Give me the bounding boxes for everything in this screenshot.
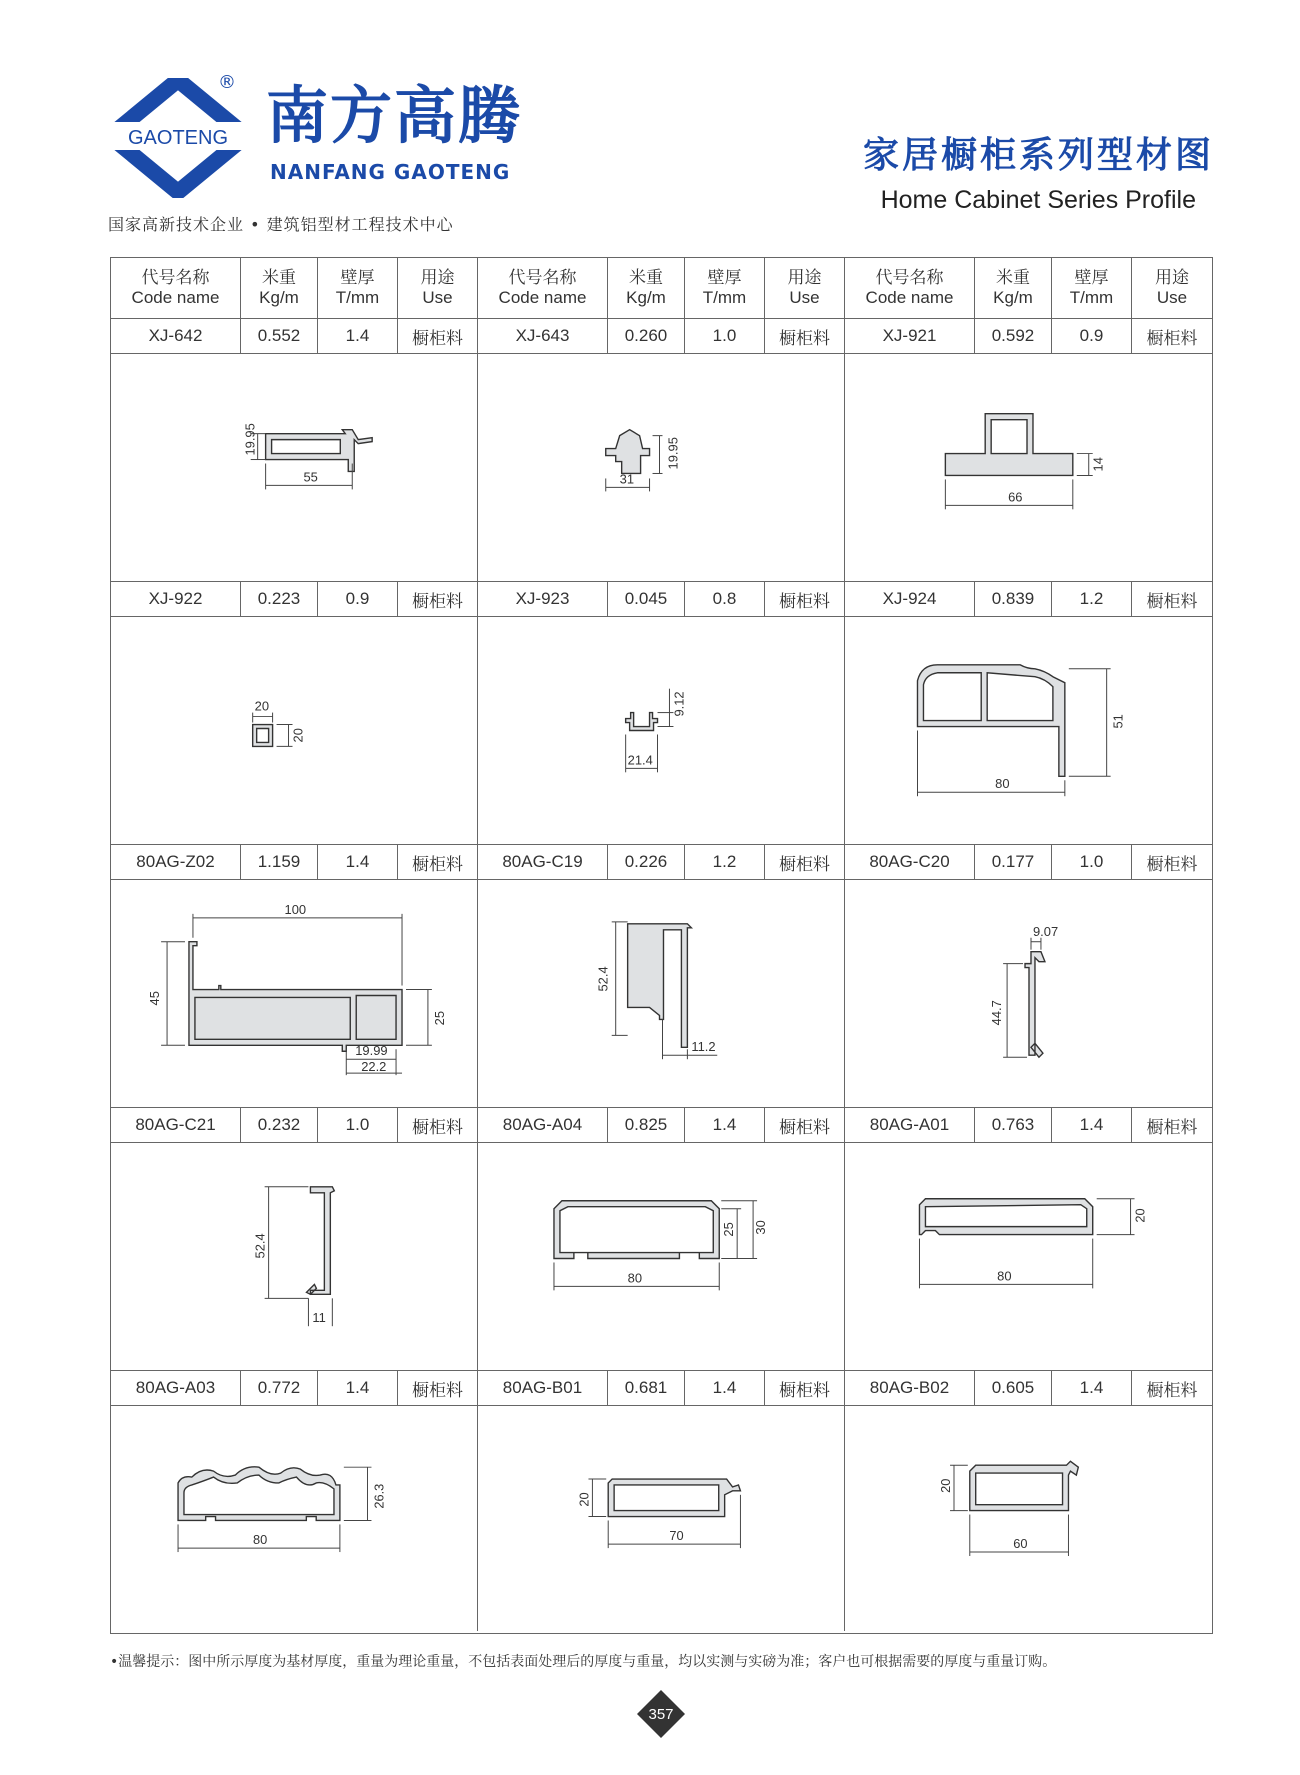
- dimension-label: 60: [1013, 1536, 1028, 1552]
- profile-drawing-xj-924: [845, 617, 1212, 844]
- profile-drawing-xj-923: [478, 617, 845, 844]
- code-cell: XJ-921: [845, 319, 975, 353]
- profile-drawing-80ag-a03: [111, 1406, 478, 1631]
- use-cell: 橱柜料: [1146, 328, 1198, 348]
- drawing-row: [111, 617, 1212, 845]
- header-use: 用途 Use: [1155, 267, 1189, 307]
- thickness-cell: 1.2: [1052, 582, 1132, 616]
- header-weight: 米重 Kg/m: [975, 258, 1052, 318]
- use-cell: 橱柜料: [765, 319, 845, 353]
- weight-cell: 0.772: [241, 1371, 318, 1405]
- dimension-label: 80: [253, 1532, 268, 1548]
- header-use: 用途 Use: [765, 258, 845, 318]
- code-cell: 80AG-A01: [845, 1108, 975, 1142]
- code-cell: 80AG-Z02: [111, 845, 241, 879]
- table-row: [111, 319, 1212, 354]
- dimension-label: 26.3: [371, 1483, 387, 1509]
- profile-drawing-xj-642: [111, 354, 478, 581]
- registered-mark: ®: [218, 72, 236, 93]
- code-cell: XJ-922: [111, 582, 241, 616]
- code-cell: XJ-642: [111, 319, 241, 353]
- thickness-cell: 1.4: [318, 319, 398, 353]
- profile-drawing: [478, 1143, 844, 1370]
- profile-drawing-xj-922: [111, 617, 478, 844]
- dimension-label: 30: [753, 1220, 769, 1235]
- drawing-row: [111, 1406, 1212, 1631]
- profile-drawing: [845, 1406, 1212, 1631]
- table-header-row: [111, 258, 1212, 319]
- dimension-label: 20: [938, 1478, 954, 1493]
- brand-name-cn: 南方高腾: [266, 79, 523, 152]
- thickness-cell: 1.4: [318, 1371, 398, 1405]
- header-thickness: 壁厚 T/mm: [318, 258, 398, 318]
- drawing-row: [111, 354, 1212, 582]
- thickness-cell: 1.2: [685, 845, 765, 879]
- dimension-label: 45: [147, 991, 163, 1006]
- table-row: [111, 582, 1212, 617]
- profile-drawing-80ag-a01: [845, 1143, 1212, 1370]
- dimension-label: 80: [995, 776, 1010, 792]
- code-cell: XJ-923: [478, 582, 608, 616]
- profile-drawing: [111, 1406, 477, 1631]
- dimension-label: 20: [576, 1492, 592, 1507]
- profile-drawing-80ag-c21: [111, 1143, 478, 1370]
- dimension-label: 66: [1008, 489, 1023, 505]
- dimension-label: 70: [669, 1528, 684, 1544]
- weight-cell: 0.045: [608, 582, 685, 616]
- drawing-row: [111, 1143, 1212, 1371]
- table-row: [111, 1108, 1212, 1143]
- dimension-label: 20: [290, 728, 306, 743]
- use-cell: 橱柜料: [1146, 1117, 1198, 1137]
- profile-drawing-80ag-b02: [845, 1406, 1212, 1631]
- profile-drawing: [845, 1143, 1212, 1370]
- thickness-cell: 1.4: [685, 1108, 765, 1142]
- dimension-label: 19.99: [355, 1043, 388, 1059]
- thickness-cell: 0.9: [1052, 319, 1132, 353]
- thickness-cell: 0.9: [318, 582, 398, 616]
- code-cell: 80AG-A03: [111, 1371, 241, 1405]
- table-row: [111, 1371, 1212, 1406]
- code-cell: 80AG-A04: [478, 1108, 608, 1142]
- profile-drawing-80ag-z02: [111, 880, 478, 1107]
- dimension-label: 9.07: [1032, 923, 1059, 939]
- profile-drawing: [478, 617, 844, 844]
- dimension-label: 20: [1132, 1208, 1148, 1223]
- dimension-label: 11: [312, 1310, 326, 1326]
- code-cell: 80AG-C20: [845, 845, 975, 879]
- header-use: 用途 Use: [398, 258, 478, 318]
- header-weight: 米重 Kg/m: [608, 258, 685, 318]
- thickness-cell: 1.4: [1052, 1371, 1132, 1405]
- profile-drawing-xj-921: [845, 354, 1212, 581]
- weight-cell: 0.605: [975, 1371, 1052, 1405]
- page-number: 357: [648, 1706, 674, 1723]
- dimension-label: 55: [303, 469, 318, 485]
- profile-drawing: [845, 617, 1212, 844]
- dimension-label: 52.4: [252, 1233, 268, 1259]
- thickness-cell: 0.8: [685, 582, 765, 616]
- use-cell: 橱柜料: [765, 845, 845, 879]
- weight-cell: 0.223: [241, 582, 318, 616]
- code-cell: 80AG-B02: [845, 1371, 975, 1405]
- drawing-row: [111, 880, 1212, 1108]
- thickness-cell: 1.0: [1052, 845, 1132, 879]
- header-code: 代号名称 Code name: [845, 258, 975, 318]
- dimension-label: 31: [619, 471, 635, 487]
- use-cell: 橱柜料: [398, 1371, 478, 1405]
- dimension-label: 20: [254, 698, 270, 714]
- dimension-label: 80: [627, 1270, 643, 1286]
- page-title-en: Home Cabinet Series Profile: [880, 186, 1196, 214]
- profile-drawing-80ag-a04: [478, 1143, 845, 1370]
- code-cell: 80AG-C21: [111, 1108, 241, 1142]
- dimension-label: 19.95: [665, 437, 681, 470]
- profile-table: [110, 257, 1213, 1634]
- weight-cell: 0.232: [241, 1108, 318, 1142]
- use-cell: 橱柜料: [1146, 1380, 1198, 1400]
- profile-drawing-80ag-c19: [478, 880, 845, 1107]
- profile-drawing: [478, 1406, 844, 1631]
- profile-drawing: [478, 880, 844, 1107]
- footer-note: •温馨提示：图中所示厚度为基材厚度，重量为理论重量，不包括表面处理后的厚度与重量，均以实测与实磅为准；客户也可根据需要的厚度与重量订购。: [110, 1654, 1057, 1670]
- dimension-label: 100: [284, 901, 307, 917]
- weight-cell: 0.839: [975, 582, 1052, 616]
- dimension-label: 11.2: [691, 1039, 716, 1055]
- dimension-label: 22.2: [361, 1059, 387, 1075]
- weight-cell: 0.592: [975, 319, 1052, 353]
- header-code: 代号名称 Code name: [478, 258, 608, 318]
- profile-drawing-80ag-b01: [478, 1406, 845, 1631]
- weight-cell: 0.552: [241, 319, 318, 353]
- dimension-label: 44.7: [989, 1000, 1005, 1026]
- weight-cell: 0.260: [608, 319, 685, 353]
- profile-drawing: [111, 1143, 477, 1370]
- dimension-label: 21.4: [627, 752, 653, 768]
- thickness-cell: 1.4: [685, 1371, 765, 1405]
- use-cell: 橱柜料: [765, 1108, 845, 1142]
- profile-drawing: [111, 880, 477, 1107]
- dimension-label: 51: [1110, 714, 1126, 729]
- weight-cell: 0.177: [975, 845, 1052, 879]
- logo-text: GAOTENG: [127, 127, 229, 149]
- profile-drawing: [478, 354, 844, 581]
- profile-drawing: [111, 354, 477, 581]
- use-cell: 橱柜料: [398, 845, 478, 879]
- dimension-label: 25: [721, 1222, 737, 1237]
- use-cell: 橱柜料: [398, 1108, 478, 1142]
- dimension-label: 14: [1090, 457, 1106, 472]
- page-title-cn: 家居橱柜系列型材图: [862, 135, 1214, 176]
- weight-cell: 0.226: [608, 845, 685, 879]
- table-row: [111, 845, 1212, 880]
- thickness-cell: 1.4: [318, 845, 398, 879]
- thickness-cell: 1.4: [1052, 1108, 1132, 1142]
- use-cell: 橱柜料: [398, 582, 478, 616]
- header-thickness: 壁厚 T/mm: [685, 258, 765, 318]
- use-cell: 橱柜料: [398, 319, 478, 353]
- page-number-badge: [636, 1689, 686, 1739]
- header-weight: 米重 Kg/m: [241, 258, 318, 318]
- profile-drawing-xj-643: [478, 354, 845, 581]
- weight-cell: 0.681: [608, 1371, 685, 1405]
- profile-drawing: [845, 880, 1212, 1107]
- use-cell: 橱柜料: [1146, 591, 1198, 611]
- header-thickness: 壁厚 T/mm: [1052, 258, 1132, 318]
- header-code: 代号名称 Code name: [111, 258, 241, 318]
- code-cell: 80AG-C19: [478, 845, 608, 879]
- code-cell: XJ-924: [845, 582, 975, 616]
- use-cell: 橱柜料: [1146, 854, 1198, 874]
- company-tagline: 国家高新技术企业 • 建筑铝型材工程技术中心: [108, 215, 454, 234]
- thickness-cell: 1.0: [318, 1108, 398, 1142]
- weight-cell: 0.763: [975, 1108, 1052, 1142]
- weight-cell: 0.825: [608, 1108, 685, 1142]
- code-cell: XJ-643: [478, 319, 608, 353]
- weight-cell: 1.159: [241, 845, 318, 879]
- dimension-label: 25: [431, 1010, 447, 1026]
- dimension-label: 19.95: [242, 423, 258, 456]
- brand-name-en: NANFANG GAOTENG: [270, 160, 511, 184]
- dimension-label: 9.12: [671, 691, 687, 717]
- thickness-cell: 1.0: [685, 319, 765, 353]
- use-cell: 橱柜料: [765, 1371, 845, 1405]
- gaoteng-logo: [108, 78, 248, 198]
- dimension-label: 80: [997, 1268, 1012, 1284]
- use-cell: 橱柜料: [765, 582, 845, 616]
- profile-drawing: [111, 617, 477, 844]
- profile-drawing-80ag-c20: [845, 880, 1212, 1107]
- profile-drawing: [845, 354, 1212, 581]
- code-cell: 80AG-B01: [478, 1371, 608, 1405]
- dimension-label: 52.4: [595, 966, 611, 992]
